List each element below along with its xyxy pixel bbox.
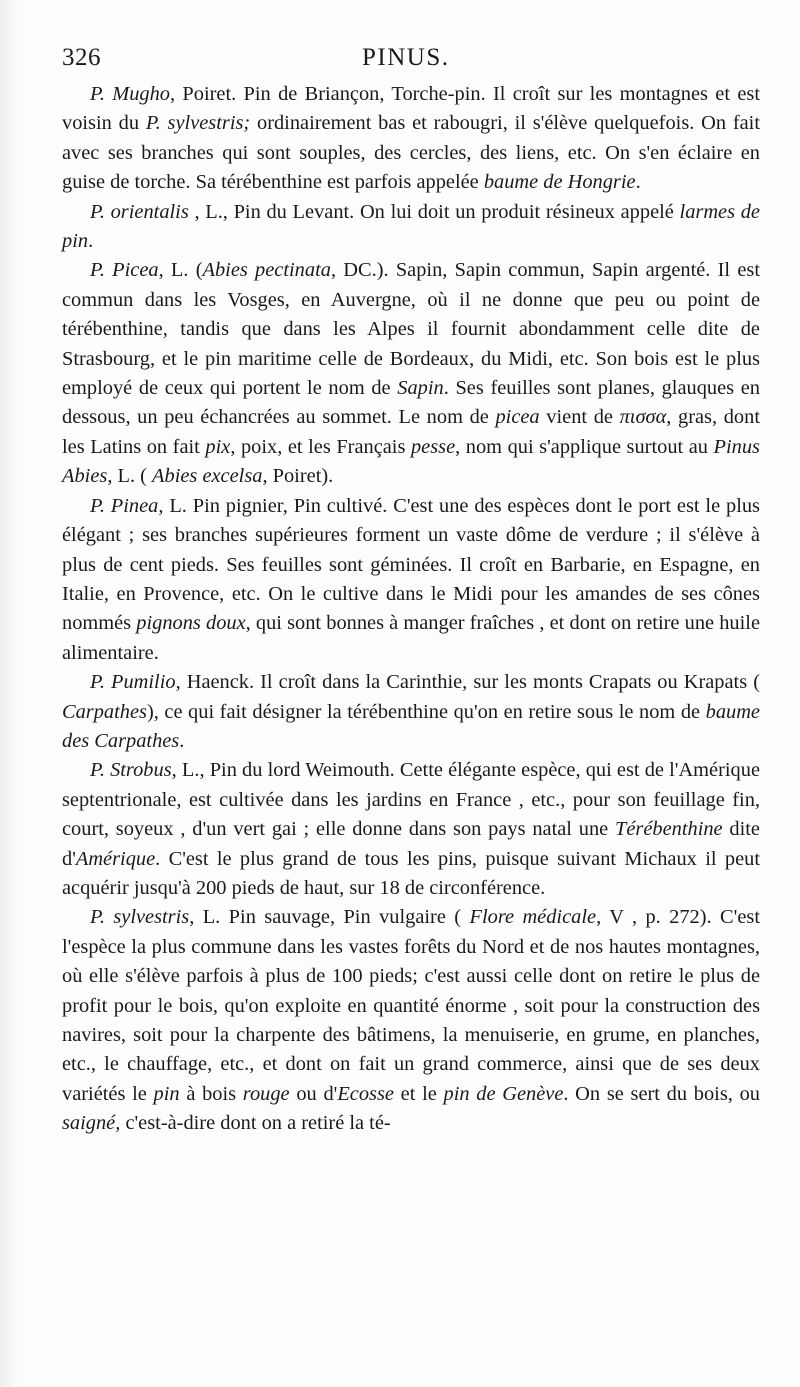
entry-text: vient de — [539, 406, 620, 429]
entry-text-italic: Abies pectinata — [202, 259, 331, 282]
entry-text: . C'est le plus grand de tous les pins, puisque suivant Michaux il peut acquérir jusqu'à 200 pieds de haut, sur 18 de circonférence. — [62, 847, 760, 899]
entry-text: , Poiret). — [262, 465, 334, 488]
entry-text: ), ce qui fait désigner la térébenthine qu'on en retire sous le nom de — [146, 700, 706, 723]
entry-text: , poix, et les Français — [230, 435, 411, 458]
entry-text: , L. ( — [158, 259, 203, 282]
entry-text-greek: πισσα — [619, 406, 667, 429]
entry-text-italic: baume des Carpathes — [62, 700, 760, 752]
entry-text: , L., Pin du Levant. On lui doit un produit résineux appelé — [188, 200, 680, 223]
entry-p-sylvestris — [62, 903, 760, 1138]
page-number: 326 — [62, 44, 101, 71]
entry-p-picea — [62, 256, 760, 491]
entry-text-italic: Pinus Abies — [62, 435, 760, 488]
entry-text-italic: pin — [153, 1082, 180, 1105]
running-head — [62, 44, 762, 84]
entry-text: , Poiret. Pin de Briançon, Torche-pin. Il croît sur les montagnes et est voisin du — [62, 83, 760, 135]
entry-p-orientalis — [62, 198, 760, 257]
entry-text-italic: pesse — [410, 435, 456, 458]
entry-text: , qui sont bonnes à manger fraîches , et dont on retire une huile alimentaire. — [62, 612, 760, 664]
entry-text: c'est-à-dire dont on a retiré la té- — [120, 1112, 391, 1135]
entry-text-italic: Abies excelsa — [152, 465, 263, 488]
entry-text: à bois — [179, 1082, 243, 1105]
entry-text: . — [179, 729, 185, 752]
entry-text-italic: pin de Genève — [443, 1082, 564, 1105]
entry-text-italic: picea — [495, 406, 540, 429]
entry-p-pinea — [62, 492, 760, 668]
entry-text: , DC.). Sapin, Sapin commun, Sapin argenté. Il est commun dans les Vosges, en Auvergne, où il ne donne que peu ou point de térébenthine, tandis que dans les Alpes il fournit abondamment celle dite de Strasbourg, et le pin maritime celle de Bordeaux, du Midi, etc. Son bois est le plus employé de ceux qui portent le nom de — [62, 259, 760, 400]
entry-text-italic: saigné, — [62, 1112, 121, 1135]
species-name: P. Picea — [90, 259, 159, 282]
entry-text-italic: Carpathes — [62, 700, 147, 723]
entry-text-italic: Ecosse — [337, 1082, 394, 1105]
species-name: P. orientalis — [90, 200, 189, 223]
entry-text-italic: baume de Hongrie — [483, 171, 636, 194]
entry-p-mugho — [62, 80, 760, 198]
entry-text: , V , p. 272). C'est l'espèce la plus commune dans les vastes forêts du Nord et de nos hautes montagnes, où elle s'élève parfois à plus de 100 pieds; c'est aussi celle dont on retire le plus de profit pour le bois, qu'on exploite en quantité énorme , soit pour la construction des navires, soit pour la charpente des bâtimens, la menuiserie, en grume, en planches, etc., le chauffage, etc., et dont on fait un grand commerce, ainsi que de ses deux variétés le — [62, 906, 760, 1105]
entry-text: dite d' — [62, 818, 760, 870]
species-name: P. Pumilio — [90, 671, 176, 694]
page-edge-shadow — [0, 0, 20, 1387]
entry-text: , L. ( — [107, 465, 153, 488]
entry-text: , L. Pin sauvage, Pin vulgaire ( — [189, 906, 470, 929]
entry-text: , L. Pin pignier, Pin cultivé. C'est une des espèces dont le port est le plus élégant ; ses branches supérieures forment un vaste dôme de verdure ; il s'élève à plus de cent pieds. Ses feuilles sont géminées. Il croît en Barbarie, en Espagne, en Italie, en Provence, etc. On le cultive dans le Midi pour les amandes de ses cônes nommés — [62, 494, 760, 635]
species-name: P. Strobus — [90, 759, 172, 782]
entry-text-italic: pix — [205, 435, 231, 458]
species-name: P. sylvestris — [90, 906, 190, 929]
entry-text: et le — [393, 1082, 444, 1105]
species-name: P. Mugho — [90, 83, 171, 105]
entry-text-italic: Flore médicale — [469, 906, 597, 929]
entry-text: . — [88, 230, 94, 253]
entry-text: , Haenck. Il croît dans la Carinthie, sur les monts Crapats ou Krapats ( — [175, 671, 760, 694]
entry-text-italic: pignons doux — [136, 612, 246, 635]
entry-text-italic: larmes de pin — [62, 200, 760, 253]
entry-p-strobus — [62, 756, 760, 903]
entry-text: . Ses feuilles sont planes, glauques en dessous, un peu échancrées au sommet. Le nom de — [62, 377, 760, 429]
entry-text: . — [635, 171, 641, 194]
entry-text-italic: rouge — [242, 1082, 290, 1105]
species-name: P. Pinea — [90, 494, 159, 517]
entry-text: ou d' — [289, 1082, 338, 1105]
entry-text: ordinairement bas et rabougri, il s'élève quelquefois. On fait avec ses branches qui sont souples, des cercles, des liens, etc. On s'en éclaire en guise de torche. Sa térébenthine est parfois appelée — [62, 112, 761, 194]
entry-text-italic: Sapin — [397, 377, 444, 400]
entry-p-pumilio — [62, 668, 760, 756]
entry-text: , nom qui s'applique surtout au — [455, 435, 714, 458]
entry-text: , L., Pin du lord Weimouth. Cette élégante espèce, qui est de l'Amérique septentrionale, est cultivée dans les jardins en France , etc., pour son feuillage fin, court, soyeux , d'un vert gai ; elle donne dans son pays natal une — [62, 759, 760, 841]
entry-text-italic: Amérique — [75, 847, 156, 870]
running-title: PINUS. — [362, 44, 450, 71]
body-text — [62, 80, 760, 1139]
entry-text: . On se sert du bois, ou — [563, 1082, 760, 1105]
entry-text-italic: Térébenthine — [615, 818, 723, 841]
entry-text: , gras, dont les Latins on fait — [62, 406, 760, 458]
entry-text-italic: P. sylvestris; — [145, 112, 251, 135]
